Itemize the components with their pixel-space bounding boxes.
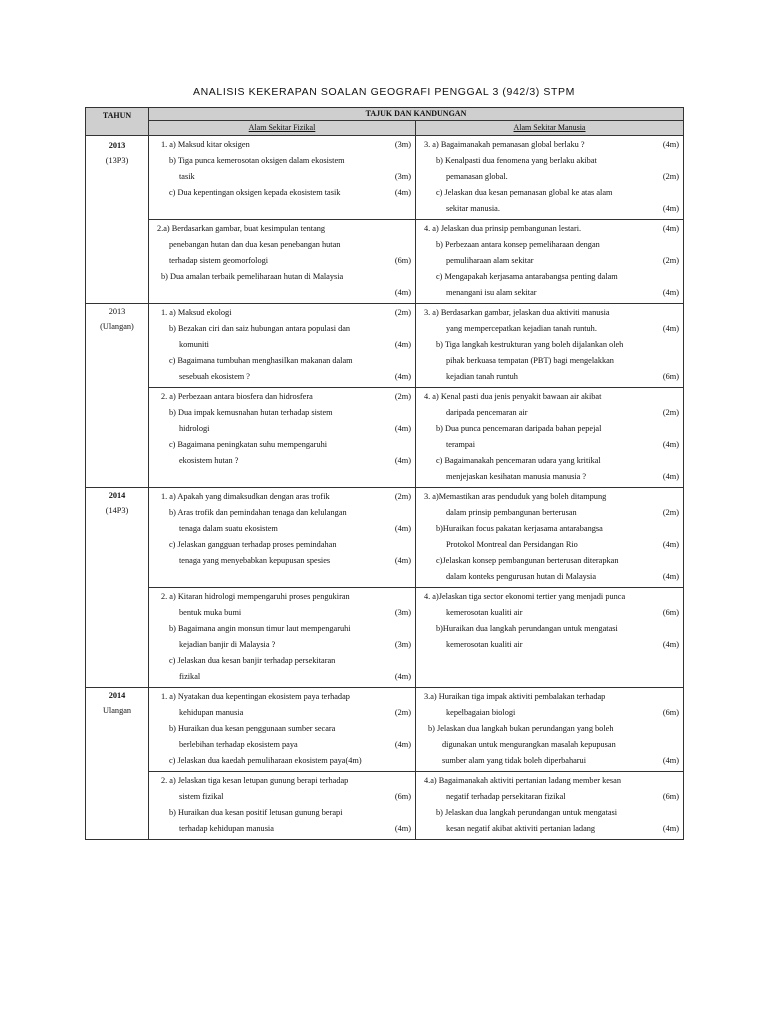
question-text: negatif terhadap persekitaran fizikal xyxy=(446,792,566,801)
question-line xyxy=(153,553,411,569)
question-line xyxy=(420,505,679,521)
question-text: 4.a) Bagaimanakah aktiviti pertanian ladang member kesan xyxy=(424,776,621,785)
mark-allocation: (6m) xyxy=(662,608,679,617)
question-text: hidrologi xyxy=(179,424,210,433)
question-line xyxy=(153,405,411,421)
question-text: terampai xyxy=(446,440,476,449)
question-line xyxy=(420,269,679,285)
question-line xyxy=(420,237,679,253)
question-text: 1. a) Nyatakan dua kepentingan ekosistem paya terhadap xyxy=(161,692,350,701)
question-text: kehidupan manusia xyxy=(179,708,244,717)
question-line xyxy=(420,553,679,569)
question-line xyxy=(153,589,411,605)
question-line xyxy=(153,453,411,469)
question-line xyxy=(420,805,679,821)
question-text: kemerosotan kualiti air xyxy=(446,640,523,649)
question-text: b)Huraikan dua langkah perundangan untuk mengatasi xyxy=(436,624,618,633)
fizikal-question-cell xyxy=(149,688,416,772)
year-label: 2013 xyxy=(108,307,126,316)
question-text: menjejaskan kesihatan manusia manusia ? xyxy=(446,472,587,481)
question-text: 3.a) Huraikan tiga impak aktiviti pembalakan terhadap xyxy=(424,692,606,701)
question-line xyxy=(420,453,679,469)
mark-allocation: (4m) xyxy=(394,524,411,533)
question-text: dalam konteks pengurusan hutan di Malaysia xyxy=(446,572,597,581)
paper-code: (Ulangan) xyxy=(100,322,134,331)
question-text: b) Bezakan ciri dan saiz hubungan antara populasi dan xyxy=(169,324,351,333)
question-text: 4. a) Jelaskan dua prinsip pembangunan lestari. xyxy=(424,224,582,233)
question-text: 4. a) Kenal pasti dua jenis penyakit bawaan air akibat xyxy=(424,392,602,401)
table-row xyxy=(86,220,684,304)
question-line xyxy=(153,185,411,201)
mark-allocation: (4m) xyxy=(662,824,679,833)
question-text: yang mempercepatkan kejadian tanah runtuh. xyxy=(446,324,597,333)
question-line xyxy=(420,521,679,537)
question-text: tenaga yang menyebabkan kepupusan spesies xyxy=(179,556,331,565)
question-text: 3. a) Berdasarkan gambar, jelaskan dua aktiviti manusia xyxy=(424,308,610,317)
fizikal-question-cell xyxy=(149,136,416,220)
question-line xyxy=(153,437,411,453)
question-line xyxy=(153,505,411,521)
year-cell xyxy=(86,488,149,688)
manusia-question-cell xyxy=(416,304,684,388)
analysis-table xyxy=(85,107,684,840)
question-text: c)Jelaskan konsep pembangunan berterusan diterapkan xyxy=(436,556,619,565)
question-line xyxy=(153,705,411,721)
question-line xyxy=(420,489,679,505)
mark-allocation: (2m) xyxy=(662,508,679,517)
question-line xyxy=(153,605,411,621)
question-line xyxy=(153,621,411,637)
question-line xyxy=(153,137,411,153)
question-text: ekosistem hutan ? xyxy=(179,456,239,465)
question-line xyxy=(153,689,411,705)
question-line xyxy=(153,369,411,385)
question-text: komuniti xyxy=(179,340,209,349)
question-text: b) Dua punca pencemaran daripada bahan pepejal xyxy=(436,424,602,433)
year-label: 2013 xyxy=(108,141,126,150)
question-text: c) Bagaimana peningkatan suhu mempengaruhi xyxy=(169,440,328,449)
mark-allocation: (4m) xyxy=(662,540,679,549)
question-text: pihak berkuasa tempatan (PBT) bagi mengelakkan xyxy=(446,356,614,365)
mark-allocation: (2m) xyxy=(662,256,679,265)
question-line xyxy=(420,353,679,369)
fizikal-question-cell xyxy=(149,772,416,840)
mark-allocation: (6m) xyxy=(662,792,679,801)
question-text: c) Bagaimanakah pencemaran udara yang kritikal xyxy=(436,456,601,465)
year-label: 2014 xyxy=(108,491,126,500)
question-text: b) Kenalpasti dua fenomena yang berlaku akibat xyxy=(436,156,597,165)
year-cell xyxy=(86,136,149,304)
mark-allocation: (4m) xyxy=(662,224,679,233)
question-line xyxy=(420,321,679,337)
question-line xyxy=(153,789,411,805)
question-line xyxy=(420,285,679,301)
question-line xyxy=(420,469,679,485)
question-text: c) Bagaimana tumbuhan menghasilkan makanan dalam xyxy=(169,356,353,365)
question-text: sumber alam yang tidak boleh diperbaharui xyxy=(442,756,586,765)
mark-allocation: (3m) xyxy=(394,608,411,617)
question-line xyxy=(153,537,411,553)
question-line xyxy=(153,253,411,269)
manusia-question-cell xyxy=(416,220,684,304)
tahun-header: TAHUN xyxy=(86,108,149,136)
question-line xyxy=(153,737,411,753)
question-line xyxy=(420,637,679,653)
question-line xyxy=(153,353,411,369)
question-text: 1. a) Apakah yang dimaksudkan dengan aras trofik xyxy=(161,492,330,501)
question-line xyxy=(153,153,411,169)
mark-allocation: (4m) xyxy=(394,188,411,197)
question-line xyxy=(420,337,679,353)
question-line xyxy=(153,421,411,437)
mark-allocation: (4m) xyxy=(394,740,411,749)
question-text: kesan negatif akibat aktiviti pertanian ladang xyxy=(446,824,596,833)
question-line xyxy=(420,589,679,605)
question-text: 2. a) Perbezaan antara biosfera dan hidrosfera xyxy=(161,392,313,401)
question-text: sekitar manusia. xyxy=(446,204,500,213)
mark-allocation: (4m) xyxy=(662,204,679,213)
question-line xyxy=(420,137,679,153)
table-row xyxy=(86,488,684,588)
question-line xyxy=(153,773,411,789)
mark-allocation: (4m) xyxy=(662,472,679,481)
question-text: berlebihan terhadap ekosistem paya xyxy=(179,740,298,749)
manusia-question-cell xyxy=(416,772,684,840)
year-cell xyxy=(86,304,149,488)
table-row xyxy=(86,136,684,220)
fizikal-question-cell xyxy=(149,588,416,688)
table-row xyxy=(86,304,684,388)
question-line xyxy=(153,305,411,321)
question-text: bentuk muka bumi xyxy=(179,608,242,617)
question-line xyxy=(153,521,411,537)
question-text: b) Aras trofik dan pemindahan tenaga dan kelulangan xyxy=(169,508,347,517)
question-line xyxy=(420,705,679,721)
mark-allocation: (2m) xyxy=(662,172,679,181)
question-text: pemanasan global. xyxy=(446,172,508,181)
mark-allocation: (4m) xyxy=(394,824,411,833)
paper-code: (14P3) xyxy=(105,506,129,515)
question-text: sesebuah ekosistem ? xyxy=(179,372,250,381)
question-text: pemuliharaan alam sekitar xyxy=(446,256,534,265)
question-line xyxy=(153,169,411,185)
question-text: menangani isu alam sekitar xyxy=(446,288,537,297)
question-text: c) Jelaskan dua kaedah pemuliharaan ekosistem paya(4m) xyxy=(169,756,362,765)
question-line xyxy=(420,305,679,321)
question-line xyxy=(153,221,411,237)
question-line xyxy=(420,421,679,437)
tajuk-header: TAJUK DAN KANDUNGAN xyxy=(149,108,684,121)
mark-allocation: (4m) xyxy=(662,324,679,333)
mark-allocation: (2m) xyxy=(394,708,411,717)
question-text: kemerosotan kualiti air xyxy=(446,608,523,617)
question-line xyxy=(153,269,411,285)
question-text: b) Huraikan dua kesan penggunaan sumber secara xyxy=(169,724,336,733)
question-text: b) Jelaskan dua langkah bukan perundangan yang boleh xyxy=(428,724,614,733)
question-text: c) Mengapakah kerjasama antarabangsa penting dalam xyxy=(436,272,618,281)
question-text: c) Jelaskan dua kesan banjir terhadap persekitaran xyxy=(169,656,336,665)
question-text: b) Jelaskan dua langkah perundangan untuk mengatasi xyxy=(436,808,618,817)
mark-allocation: (3m) xyxy=(394,140,411,149)
question-text: 3. a) Bagaimanakah pemanasan global berlaku ? xyxy=(424,140,585,149)
col-fizikal-header: Alam Sekitar Fizikal xyxy=(149,121,416,136)
mark-allocation: (4m) xyxy=(394,672,411,681)
mark-allocation: (4m) xyxy=(394,424,411,433)
question-line xyxy=(420,737,679,753)
question-text: c) Jelaskan gangguan terhadap proses pemindahan xyxy=(169,540,337,549)
question-line xyxy=(153,321,411,337)
mark-allocation: (6m) xyxy=(394,256,411,265)
question-text: b)Huraikan focus pakatan kerjasama antarabangsa xyxy=(436,524,603,533)
question-text: 4. a)Jelaskan tiga sector ekonomi tertier yang menjadi punca xyxy=(424,592,626,601)
question-line xyxy=(153,337,411,353)
table-body xyxy=(86,136,684,840)
question-text: 3. a)Memastikan aras penduduk yang boleh ditampung xyxy=(424,492,607,501)
question-line xyxy=(420,169,679,185)
question-line xyxy=(420,389,679,405)
question-text: kejadian tanah runtuh xyxy=(446,372,518,381)
table-row xyxy=(86,772,684,840)
question-line xyxy=(420,569,679,585)
question-text: sistem fizikal xyxy=(179,792,224,801)
mark-allocation: (4m) xyxy=(662,140,679,149)
paper-code: Ulangan xyxy=(102,706,132,715)
question-line xyxy=(153,805,411,821)
mark-allocation: (2m) xyxy=(394,492,411,501)
mark-allocation: (6m) xyxy=(394,792,411,801)
question-text: 1. a) Maksud kitar oksigen xyxy=(161,140,250,149)
question-line xyxy=(420,405,679,421)
question-text: tenaga dalam suatu ekosistem xyxy=(179,524,278,533)
question-line xyxy=(153,489,411,505)
question-text: b) Tiga langkah kestrukturan yang boleh dijalankan oleh xyxy=(436,340,624,349)
question-text: c) Dua kepentingan oksigen kepada ekosistem tasik xyxy=(169,188,341,197)
mark-allocation: (6m) xyxy=(662,708,679,717)
manusia-question-cell xyxy=(416,388,684,488)
question-line xyxy=(153,637,411,653)
mark-allocation: (3m) xyxy=(394,640,411,649)
manusia-question-cell xyxy=(416,488,684,588)
question-text: Protokol Montreal dan Persidangan Rio xyxy=(446,540,578,549)
question-line xyxy=(153,389,411,405)
question-text: kepelbagaian biologi xyxy=(446,708,516,717)
manusia-question-cell xyxy=(416,136,684,220)
question-text: c) Jelaskan dua kesan pemanasan global ke atas alam xyxy=(436,188,613,197)
question-text: 1. a) Maksud ekologi xyxy=(161,308,232,317)
mark-allocation: (4m) xyxy=(394,556,411,565)
year-cell xyxy=(86,688,149,840)
mark-allocation: (6m) xyxy=(662,372,679,381)
mark-allocation: (4m) xyxy=(662,288,679,297)
question-text: b) Perbezaan antara konsep pemeliharaan dengan xyxy=(436,240,600,249)
manusia-question-cell xyxy=(416,688,684,772)
mark-allocation: (4m) xyxy=(662,756,679,765)
question-text: kejadian banjir di Malaysia ? xyxy=(179,640,276,649)
question-text: b) Huraikan dua kesan positif letusan gunung berapi xyxy=(169,808,343,817)
question-line xyxy=(153,285,411,301)
mark-allocation: (2m) xyxy=(662,408,679,417)
question-line xyxy=(420,605,679,621)
mark-allocation: (4m) xyxy=(394,456,411,465)
question-line xyxy=(153,669,411,685)
document-title: ANALISIS KEKERAPAN SOALAN GEOGRAFI PENGGAL 3 (942/3) STPM xyxy=(193,86,575,98)
table-row xyxy=(86,688,684,772)
question-text: 2. a) Jelaskan tiga kesan letupan gunung berapi terhadap xyxy=(161,776,349,785)
manusia-question-cell xyxy=(416,588,684,688)
question-line xyxy=(420,437,679,453)
question-line xyxy=(420,721,679,737)
question-text: terhadap kehidupan manusia xyxy=(179,824,274,833)
fizikal-question-cell xyxy=(149,304,416,388)
mark-allocation: (4m) xyxy=(662,572,679,581)
question-line xyxy=(420,621,679,637)
col-manusia-header: Alam Sekitar Manusia xyxy=(416,121,684,136)
mark-allocation: (3m) xyxy=(394,172,411,181)
question-line xyxy=(420,773,679,789)
question-text: dalam prinsip pembangunan berterusan xyxy=(446,508,577,517)
question-line xyxy=(420,369,679,385)
question-text: b) Dua amalan terbaik pemeliharaan hutan di Malaysia xyxy=(161,272,344,281)
table-row xyxy=(86,388,684,488)
question-text: tasik xyxy=(179,172,195,181)
question-text: fizikal xyxy=(179,672,201,681)
mark-allocation: (4m) xyxy=(394,288,411,297)
question-line xyxy=(420,201,679,217)
question-line xyxy=(420,753,679,769)
question-text: b) Dua impak kemusnahan hutan terhadap sistem xyxy=(169,408,333,417)
fizikal-question-cell xyxy=(149,388,416,488)
fizikal-question-cell xyxy=(149,488,416,588)
question-text: terhadap sistem geomorfologi xyxy=(169,256,269,265)
mark-allocation: (2m) xyxy=(394,308,411,317)
question-line xyxy=(420,185,679,201)
question-text: 2. a) Kitaran hidrologi mempengaruhi proses pengukiran xyxy=(161,592,350,601)
question-text: b) Bagaimana angin monsun timur laut mempengaruhi xyxy=(169,624,351,633)
question-line xyxy=(153,821,411,837)
question-line xyxy=(153,237,411,253)
year-label: 2014 xyxy=(108,691,126,700)
question-text: daripada pencemaran air xyxy=(446,408,528,417)
question-line xyxy=(420,153,679,169)
question-text: 2.a) Berdasarkan gambar, buat kesimpulan tentang xyxy=(157,224,326,233)
question-line xyxy=(420,221,679,237)
fizikal-question-cell xyxy=(149,220,416,304)
mark-allocation: (4m) xyxy=(394,340,411,349)
question-text: digunakan untuk mengurangkan masalah kepupusan xyxy=(442,740,616,749)
question-text: b) Tiga punca kemerosotan oksigen dalam ekosistem xyxy=(169,156,345,165)
question-line xyxy=(420,537,679,553)
mark-allocation: (2m) xyxy=(394,392,411,401)
question-line xyxy=(153,653,411,669)
question-line xyxy=(420,789,679,805)
paper-code: (13P3) xyxy=(105,156,129,165)
question-line xyxy=(420,821,679,837)
mark-allocation: (4m) xyxy=(662,440,679,449)
question-text: penebangan hutan dan dua kesan penebangan hutan xyxy=(169,240,341,249)
mark-allocation: (4m) xyxy=(662,640,679,649)
question-line xyxy=(420,689,679,705)
table-row xyxy=(86,588,684,688)
question-line xyxy=(153,721,411,737)
mark-allocation: (4m) xyxy=(394,372,411,381)
question-line xyxy=(153,753,411,769)
question-line xyxy=(420,253,679,269)
